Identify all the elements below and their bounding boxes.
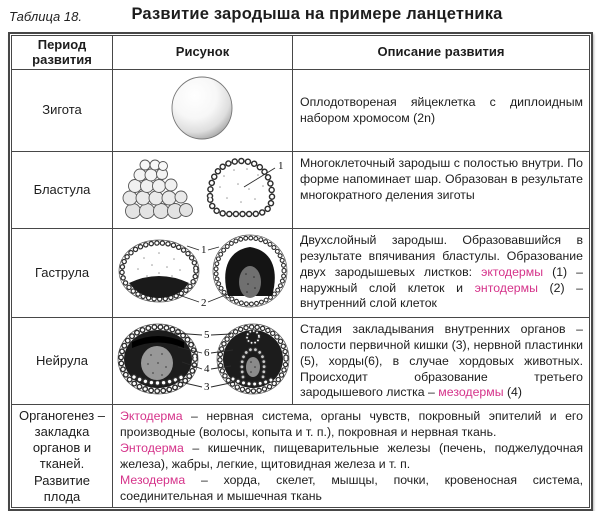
header-row bbox=[12, 36, 590, 70]
table-row-gastrula bbox=[12, 229, 590, 318]
table-row-neurula bbox=[12, 318, 590, 405]
gastrula-right-drawing bbox=[213, 235, 287, 307]
endoderm-derivatives-text: Энтодерма – кишечник, пищеварительные железы (печень, поджелудочная железа), жабры, легкие, щитовидная железа и т. п. bbox=[120, 441, 583, 471]
gastrula-sections-drawing bbox=[114, 232, 292, 310]
figure-label-neural-plate: 5 bbox=[203, 328, 209, 341]
gastrula-figure-cell bbox=[113, 229, 293, 318]
description-blastula: Многоклеточный зародыш с полостью внутри. По форме напоминает шар. Образован в результате многократного деления зиготы bbox=[293, 152, 590, 229]
period-cell-zygote: Зигота bbox=[12, 70, 113, 152]
period-cell-organogenesis: Органогенез – закладка органов и тканей. Развитие плода bbox=[12, 405, 113, 508]
col-header-period: Период развития bbox=[12, 36, 113, 70]
neurula-figure-cell bbox=[113, 318, 293, 405]
table-row-blastula bbox=[12, 152, 590, 229]
figure-label-ectoderm: 1 bbox=[200, 243, 206, 256]
description-zygote: Оплодотвореная яйцеклетка с диплоидным набором хромосом (2n) bbox=[293, 70, 590, 152]
description-organogenesis bbox=[113, 405, 590, 508]
mesoderm-derivatives-text: Мезодерма – хорда, скелет, мышцы, почки, кровеносная система, соединительная и мышечная ткань bbox=[120, 472, 583, 503]
zygote-sphere-drawing bbox=[168, 75, 238, 141]
gastrula-left-drawing bbox=[119, 240, 199, 302]
col-header-figure: Рисунок bbox=[113, 36, 293, 70]
figure-label-endoderm: 2 bbox=[200, 296, 206, 309]
description-neurula: Стадия закладывания внутренних органов – полости первичной кишки (3), нервной пластинки (5), хорды(6), в случае хордовых животных. Происходит образование третьего зародышевого листка – мезодермы (4) bbox=[293, 318, 590, 405]
figure-label-mesoderm: 4 bbox=[203, 362, 209, 375]
caption-row bbox=[0, 0, 600, 30]
period-cell-blastula: Бластула bbox=[12, 152, 113, 229]
figure-label-gut-cavity: 3 bbox=[203, 380, 209, 393]
figure-label-chord: 6 bbox=[203, 346, 209, 359]
morula-drawing bbox=[123, 160, 193, 219]
embryo-development-table bbox=[11, 35, 590, 508]
figure-label-blastocoel: 1 bbox=[277, 159, 283, 172]
description-gastrula: Двухслойный зародыш. Образовавшийся в результате впячивания бластулы. Образование двух зародышевых листков: эктодермы (1) – наружный слой клеток и энтодермы (2) – внутренний слой клеток bbox=[293, 229, 590, 318]
table-row-zygote bbox=[12, 70, 590, 152]
blastula-section-drawing bbox=[210, 160, 284, 214]
ectoderm-derivatives-text: Эктодерма – нервная система, органы чувств, покровный эпителий и его производные (волосы, копыта и т. п.), покровная и нервная ткань. bbox=[120, 409, 583, 440]
col-header-description: Описание развития bbox=[293, 36, 590, 70]
table-number-label: Таблица 18. bbox=[9, 9, 82, 24]
zygote-figure-cell bbox=[113, 70, 293, 152]
table-row-organogenesis bbox=[12, 405, 590, 508]
development-table bbox=[8, 32, 593, 511]
page-title: Развитие зародыша на примере ланцетника bbox=[131, 5, 503, 23]
period-cell-gastrula: Гаструла bbox=[12, 229, 113, 318]
blastula-figure-cell bbox=[113, 152, 293, 229]
morula-and-blastula-drawing bbox=[114, 156, 292, 220]
period-cell-neurula: Нейрула bbox=[12, 318, 113, 405]
neurula-sections-drawing bbox=[114, 321, 292, 397]
